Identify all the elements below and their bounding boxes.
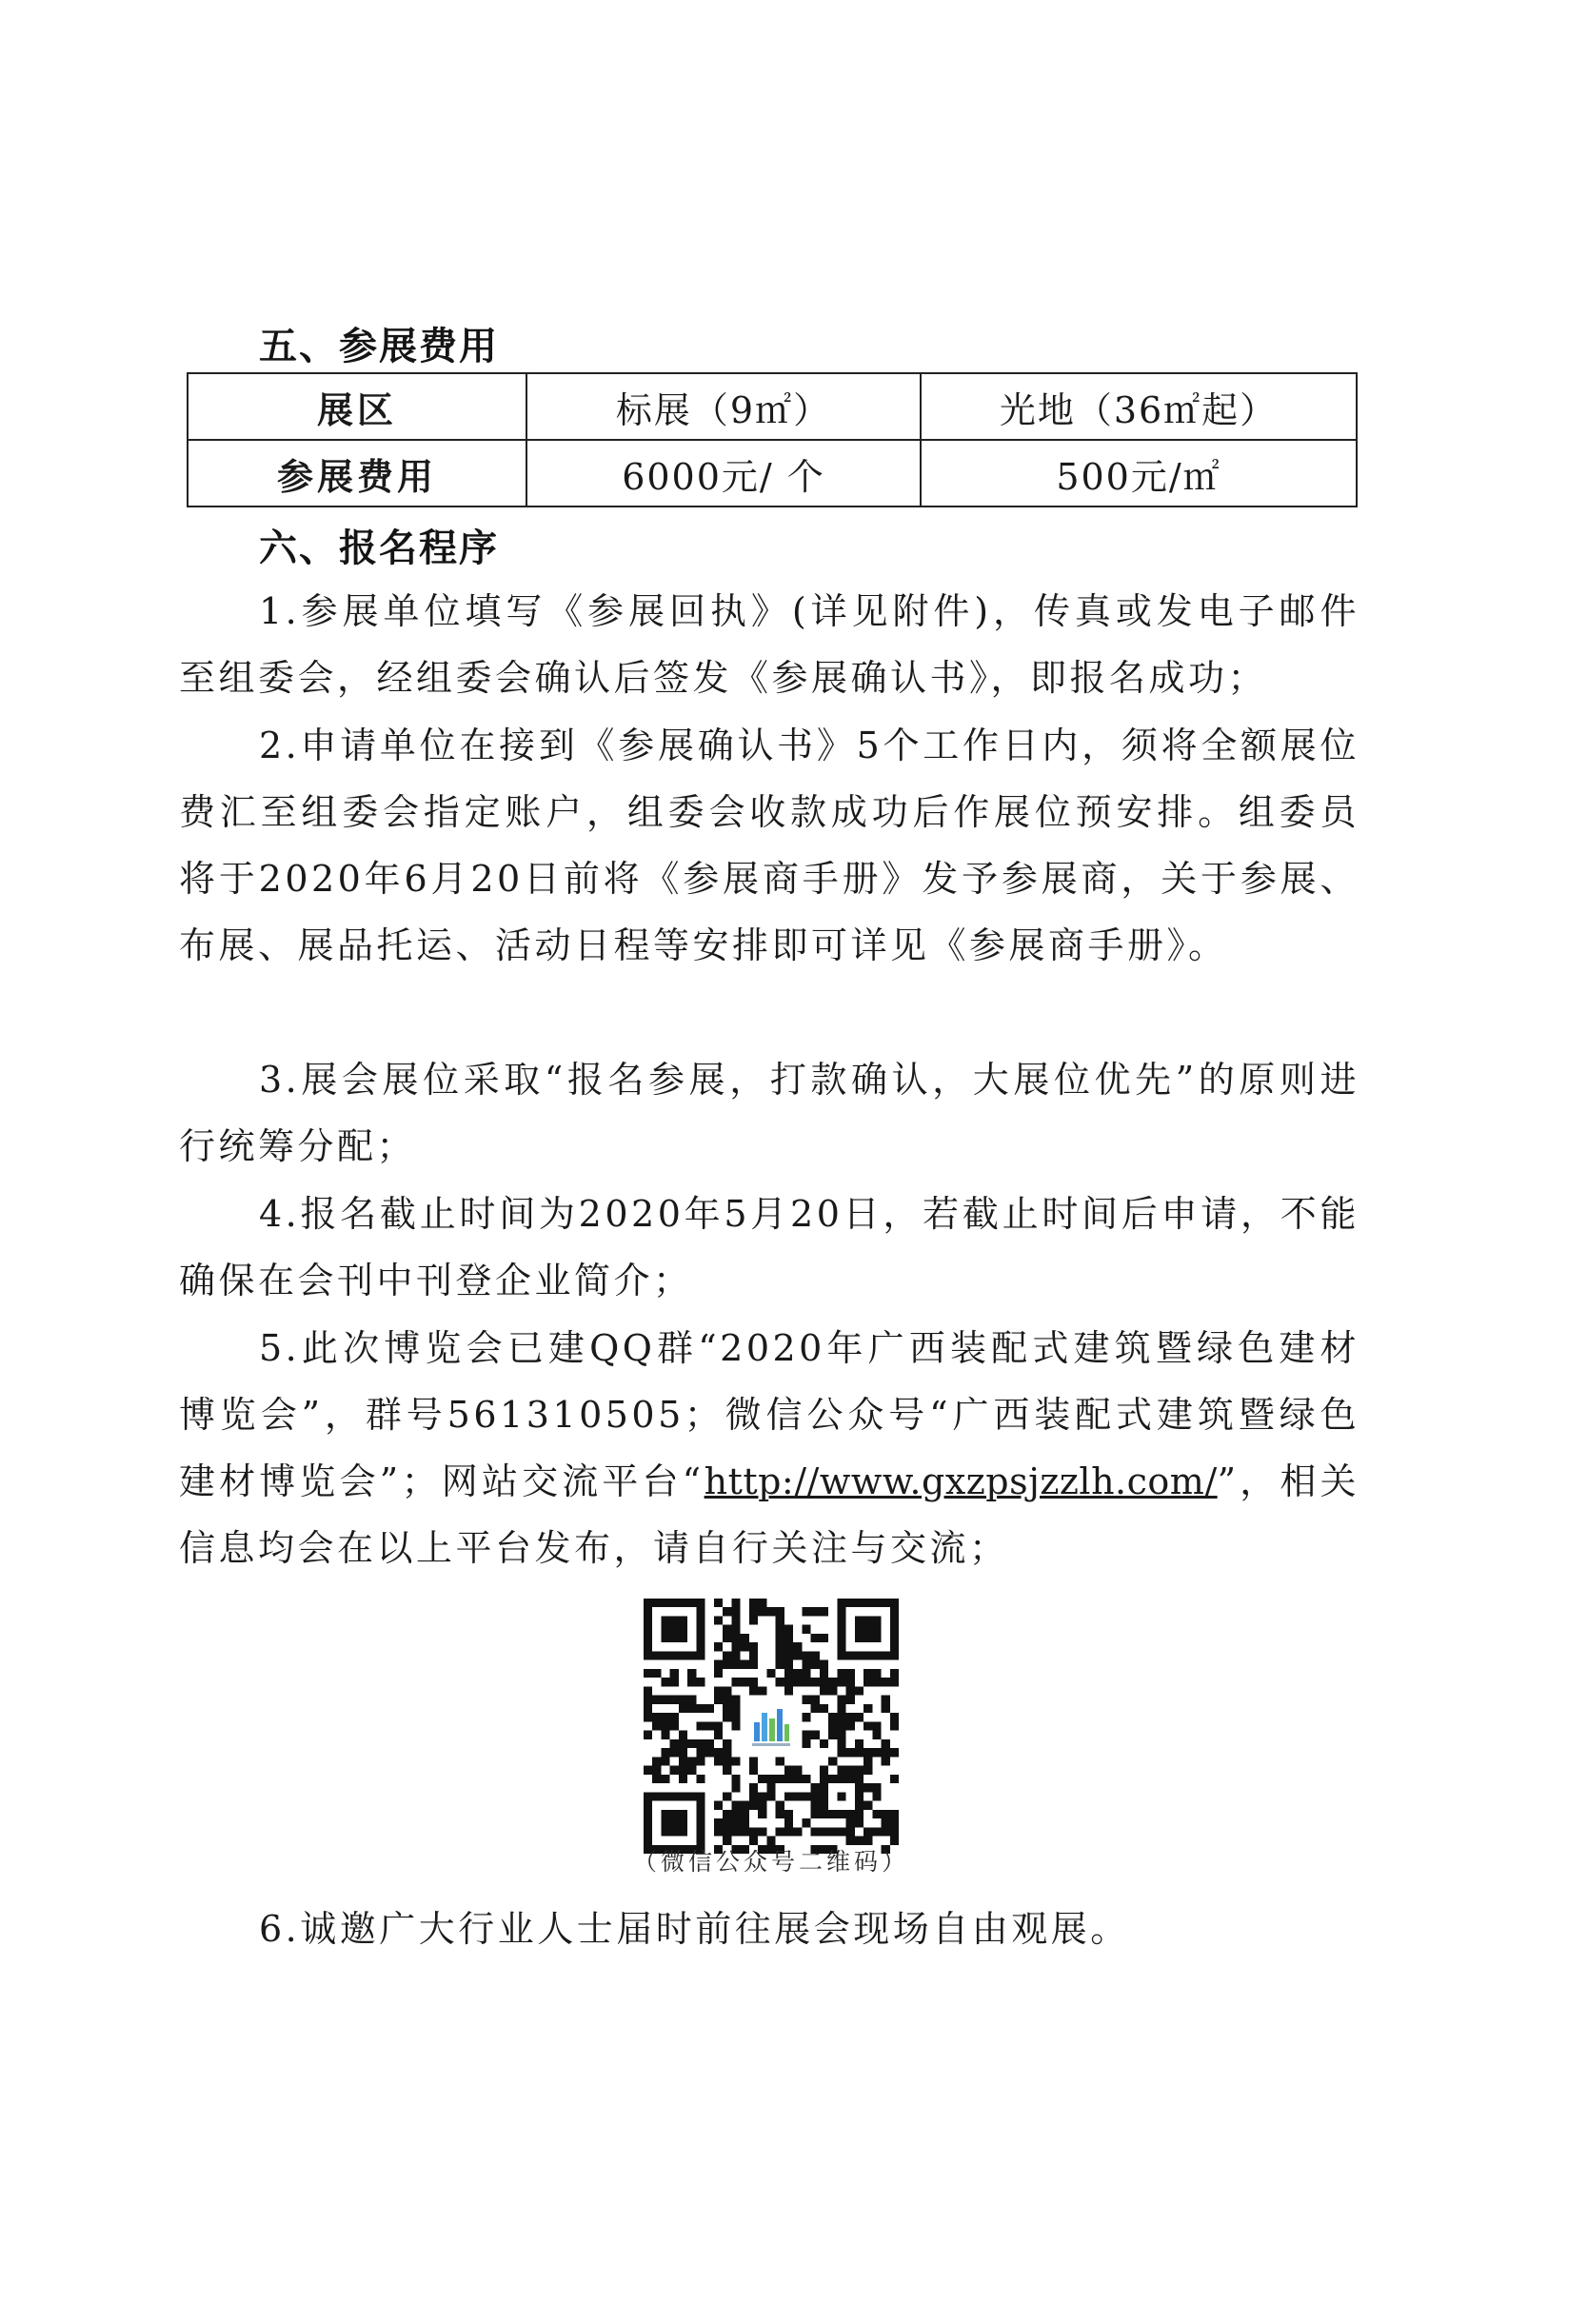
table-header-row	[188, 373, 1357, 440]
wechat-qr-code	[644, 1599, 899, 1854]
table-cell-standard-booth: 标展（9㎡）	[526, 373, 921, 440]
qr-caption: （微信公众号二维码）	[632, 1848, 909, 1876]
table-cell-raw-space: 光地（36㎡起）	[921, 373, 1357, 440]
table-row	[188, 440, 1357, 507]
procedure-item-5	[179, 1315, 1360, 1581]
section-five-heading: 五、参展费用	[259, 325, 499, 368]
procedure-item-4: 4.报名截止时间为2020年5月20日，若截止时间后申请，不能确保在会刊中刊登企业简介；	[179, 1193, 1360, 1301]
section-six-heading: 六、报名程序	[259, 526, 499, 570]
website-link[interactable]: http://www.gxzpsjzzlh.com/	[704, 1460, 1218, 1502]
procedure-item-2: 2.申请单位在接到《参展确认书》5个工作日内，须将全额展位费汇至组委会指定账户，组委会收款成功后作展位预安排。组委员将于2020年6月20日前将《参展商手册》发予参展商，关于参展、布展、展品托运、活动日程等安排即可详见《参展商手册》。	[179, 725, 1360, 966]
exhibition-fee-table	[187, 372, 1358, 507]
table-cell-raw-space-fee: 500元/㎡	[921, 440, 1357, 507]
table-cell-zone-label: 展区	[188, 373, 526, 440]
building-logo-icon	[744, 1699, 798, 1753]
qr-center-logo	[743, 1698, 800, 1755]
procedure-item-1: 1.参展单位填写《参展回执》(详见附件)，传真或发电子邮件至组委会，经组委会确认后签发《参展确认书》，即报名成功；	[179, 590, 1360, 699]
procedure-item-3: 3.展会展位采取“报名参展，打款确认，大展位优先”的原则进行统筹分配；	[179, 1059, 1360, 1167]
item5-text-before-link: 5.此次博览会已建QQ群“2020年广西装配式建筑暨绿色建材博览会”，群号561310505；微信公众号“广西装配式建筑暨绿色建材博览会”；网站交流平台“	[179, 1327, 1360, 1502]
table-cell-standard-fee: 6000元/ 个	[526, 440, 921, 507]
procedure-item-6: 6.诚邀广大行业人士届时前往展会现场自由观展。	[259, 1908, 1130, 1950]
item5-text-after-link: ”，相关信息均会在以上平台发布，请自行关注与交流；	[179, 1460, 1360, 1569]
table-cell-fee-label: 参展费用	[188, 440, 526, 507]
